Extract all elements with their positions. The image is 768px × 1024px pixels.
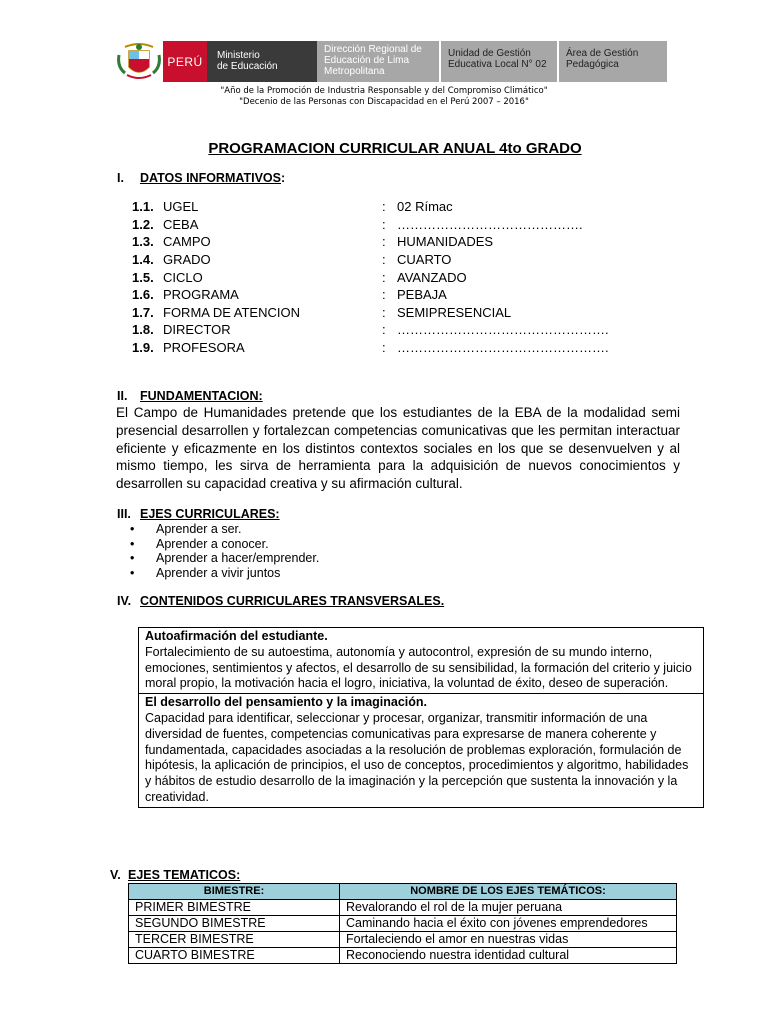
contenido-block bbox=[139, 693, 703, 807]
info-row bbox=[132, 339, 609, 357]
info-row bbox=[132, 321, 609, 339]
area-line: Área de Gestión bbox=[566, 48, 639, 59]
list-item-text: Aprender a vivir juntos bbox=[156, 565, 281, 580]
info-colon: : bbox=[382, 340, 386, 356]
dre-block bbox=[317, 41, 439, 82]
contenidos-box bbox=[138, 627, 704, 808]
dre-line: Metropolitana bbox=[324, 66, 385, 77]
section-heading-ejes-curriculares bbox=[117, 507, 280, 521]
list-item bbox=[130, 522, 319, 537]
info-colon: : bbox=[382, 199, 386, 215]
info-key: CEBA bbox=[163, 216, 199, 232]
ministry-line: Ministerio bbox=[217, 50, 260, 61]
info-value: PEBAJA bbox=[397, 287, 447, 303]
list-item-text: Aprender a hacer/emprender. bbox=[156, 551, 320, 566]
info-number: 1.5. bbox=[132, 269, 154, 285]
info-number: 1.9. bbox=[132, 340, 154, 356]
info-value: …………………………………………. bbox=[397, 322, 609, 338]
section-label: CONTENIDOS CURRICULARES TRANSVERSALES. bbox=[140, 594, 445, 608]
datos-informativos-list bbox=[132, 198, 609, 356]
info-number: 1.4. bbox=[132, 252, 154, 268]
info-colon: : bbox=[382, 322, 386, 338]
table-row bbox=[129, 916, 677, 932]
ugel-line: Educativa Local N° 02 bbox=[448, 59, 547, 70]
table-cell: SEGUNDO BIMESTRE bbox=[129, 916, 340, 932]
contenido-heading: Autoafirmación del estudiante. bbox=[145, 629, 328, 643]
section-number: V. bbox=[110, 868, 121, 882]
table-header-row bbox=[129, 884, 677, 900]
info-value: 02 Rímac bbox=[397, 199, 453, 215]
info-value: SEMIPRESENCIAL bbox=[397, 304, 512, 320]
info-row bbox=[132, 198, 609, 216]
info-row bbox=[132, 216, 609, 234]
info-key: CICLO bbox=[163, 269, 203, 285]
info-number: 1.3. bbox=[132, 234, 154, 250]
ejes-tematicos-table bbox=[128, 883, 677, 964]
table-row bbox=[129, 932, 677, 948]
info-key: GRADO bbox=[163, 252, 211, 268]
ministry-logo bbox=[207, 41, 317, 82]
info-row bbox=[132, 304, 609, 322]
ugel-line: Unidad de Gestión bbox=[448, 48, 531, 59]
table-cell: Fortaleciendo el amor en nuestras vidas bbox=[340, 932, 677, 948]
info-colon: : bbox=[382, 252, 386, 268]
bullet-icon: • bbox=[130, 565, 135, 580]
coat-of-arms-icon bbox=[115, 41, 163, 82]
contenido-block bbox=[139, 628, 703, 693]
section-label: EJES CURRICULARES: bbox=[140, 507, 280, 521]
info-value: ……………………………………. bbox=[397, 216, 583, 232]
section-number: IV. bbox=[117, 594, 132, 608]
section-number: I. bbox=[117, 171, 124, 185]
info-number: 1.1. bbox=[132, 199, 154, 215]
info-key: UGEL bbox=[163, 199, 199, 215]
table-cell: Revalorando el rol de la mujer peruana bbox=[340, 900, 677, 916]
document-title: PROGRAMACION CURRICULAR ANUAL 4to GRADO bbox=[208, 140, 582, 157]
bullet-icon: • bbox=[130, 536, 135, 551]
section-label: FUNDAMENTACION: bbox=[140, 389, 263, 403]
section-suffix: : bbox=[280, 171, 286, 185]
info-value: CUARTO bbox=[397, 252, 452, 268]
slogan-line: "Decenio de las Personas con Discapacidad en el Perú 2007 – 2016" bbox=[239, 97, 529, 107]
section-number: III. bbox=[117, 507, 131, 521]
header-banner bbox=[115, 41, 679, 82]
table-header-cell: NOMBRE DE LOS EJES TEMÁTICOS: bbox=[340, 884, 677, 900]
section-label: DATOS INFORMATIVOS bbox=[140, 171, 281, 185]
info-row bbox=[132, 286, 609, 304]
list-item bbox=[130, 551, 319, 566]
ugel-block bbox=[441, 41, 557, 82]
table-row bbox=[129, 900, 677, 916]
list-item-text: Aprender a ser. bbox=[156, 522, 242, 537]
table-cell: PRIMER BIMESTRE bbox=[129, 900, 340, 916]
info-number: 1.8. bbox=[132, 322, 154, 338]
section-heading-datos bbox=[117, 171, 285, 185]
contenido-heading: El desarrollo del pensamiento y la imaginación. bbox=[145, 695, 428, 710]
info-key: FORMA DE ATENCION bbox=[163, 304, 300, 320]
list-item bbox=[130, 566, 319, 581]
area-line: Pedagógica bbox=[566, 59, 619, 70]
peru-logo: PERÚ bbox=[163, 41, 207, 82]
area-block bbox=[559, 41, 667, 82]
table-cell: CUARTO BIMESTRE bbox=[129, 948, 340, 964]
table-cell: Reconociendo nuestra identidad cultural bbox=[340, 948, 677, 964]
section-number: II. bbox=[117, 389, 128, 403]
info-value: AVANZADO bbox=[397, 269, 467, 285]
dre-line: Educación de Lima bbox=[324, 55, 410, 66]
bullet-icon: • bbox=[130, 551, 135, 566]
bullet-icon: • bbox=[130, 522, 135, 537]
info-key: PROGRAMA bbox=[163, 287, 239, 303]
section-heading-ejes-tematicos bbox=[110, 868, 240, 882]
section-label: EJES TEMATICOS: bbox=[128, 868, 241, 882]
dre-line: Dirección Regional de bbox=[324, 44, 422, 55]
info-key: CAMPO bbox=[163, 234, 211, 250]
info-row bbox=[132, 233, 609, 251]
info-number: 1.2. bbox=[132, 216, 154, 232]
info-number: 1.6. bbox=[132, 287, 154, 303]
info-colon: : bbox=[382, 216, 386, 232]
table-cell: TERCER BIMESTRE bbox=[129, 932, 340, 948]
table-row bbox=[129, 948, 677, 964]
info-value: HUMANIDADES bbox=[397, 234, 494, 250]
section-heading-fundamentacion bbox=[117, 389, 263, 403]
table-cell: Caminando hacia el éxito con jóvenes emprendedores bbox=[340, 916, 677, 932]
info-colon: : bbox=[382, 269, 386, 285]
ministry-line: de Educación bbox=[217, 61, 278, 72]
info-key: PROFESORA bbox=[163, 340, 245, 356]
contenido-body: Capacidad para identificar, seleccionar y procesar, organizar, transmitir información de una diversidad de fuentes, competencias comunicativas para expresarse de manera coherente y fundamentada, capacidades asociadas a la resolución de problemas exploración, formulación de hipótesis, la aplicación de principios, el uso de conceptos, procedimientos y algoritmo, habilidades y hábitos de estudio desarrollo de la imaginación y la percepción que sustenta la innovación y la creatividad. bbox=[145, 710, 689, 804]
table-header-cell: BIMESTRE: bbox=[129, 884, 340, 900]
info-colon: : bbox=[382, 234, 386, 250]
list-item bbox=[130, 537, 319, 552]
section-heading-contenidos bbox=[117, 594, 444, 608]
info-colon: : bbox=[382, 287, 386, 303]
info-colon: : bbox=[382, 304, 386, 320]
slogan-line: "Año de la Promoción de Industria Responsable y del Compromiso Climático" bbox=[220, 86, 548, 96]
ejes-curriculares-list bbox=[130, 522, 319, 580]
info-key: DIRECTOR bbox=[163, 322, 231, 338]
list-item-text: Aprender a conocer. bbox=[156, 536, 269, 551]
contenido-body: Fortalecimiento de su autoestima, autonomía y autocontrol, expresión de su mundo interno, emociones, sentimientos y afectos, el desarrollo de su sensibilidad, la formación del criterio y juicio moral propio, la motivación hacia el logro, iniciativa, la voluntad de éxito, deseo de superación. bbox=[145, 644, 692, 691]
info-row bbox=[132, 251, 609, 269]
info-value: …………………………………………. bbox=[397, 340, 609, 356]
info-number: 1.7. bbox=[132, 304, 154, 320]
info-row bbox=[132, 268, 609, 286]
fundamentacion-paragraph: El Campo de Humanidades pretende que los estudiantes de la EBA de la modalidad semi presencial desarrollen y fortalezcan competencias comunicativas que les permitan interactuar eficiente y eficazmente en los distintos contextos sociales en los que se desenvuelven y al mismo tiempo, les sirva de herramienta para la adquisición de nuevos conocimientos y desarrollen su capacidad creativa y su afirmación cultural. bbox=[116, 405, 680, 492]
